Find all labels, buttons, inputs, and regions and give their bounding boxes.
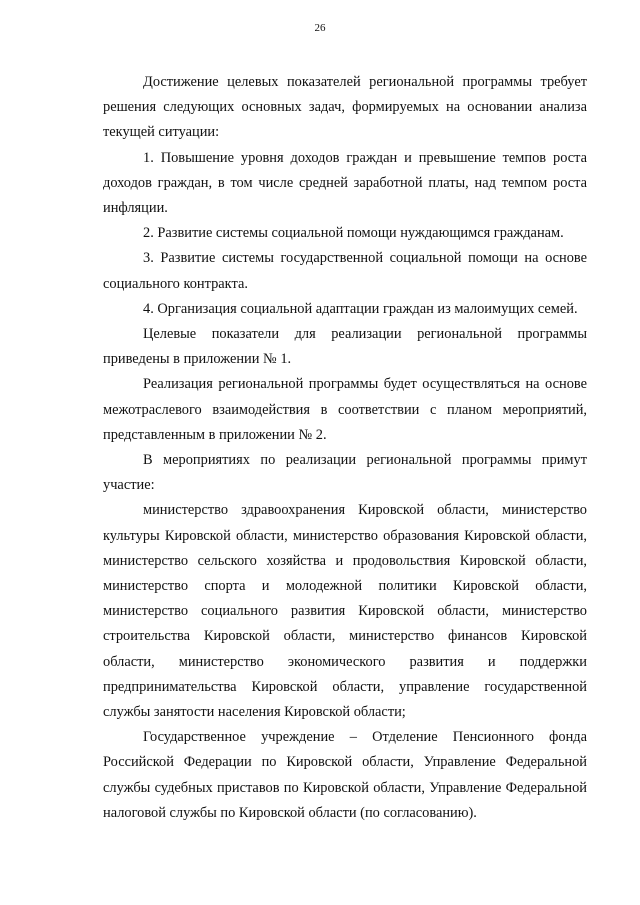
- paragraph-intro: Достижение целевых показателей региональной программы требует решения следующих основных задач, формируемых на основании анализа текущей ситуации:: [103, 74, 587, 141]
- paragraph-participants-intro: В мероприятиях по реализации региональной программы примут участие:: [103, 452, 587, 494]
- paragraph-target-indicators: Целевые показатели для реализации региональной программы приведены в приложении № 1.: [103, 326, 587, 368]
- page-number: 26: [314, 22, 326, 34]
- paragraph-task-4: 4. Организация социальной адаптации граждан из малоимущих семей.: [143, 300, 578, 317]
- paragraph-task-2: 2. Развитие системы социальной помощи нуждающимся гражданам.: [143, 225, 564, 242]
- document-body: [103, 70, 587, 826]
- paragraph-federal-agencies: Государственное учреждение – Отделение Пенсионного фонда Российской Федерации по Кировской области, Управление Федеральной службы судебных приставов по Кировской области, Управление Федеральной налоговой службы по Кировской области (по согласованию).: [103, 729, 587, 821]
- paragraph-task-3: 3. Развитие системы государственной социальной помощи на основе социального контракта.: [103, 250, 587, 292]
- paragraph-implementation: Реализация региональной программы будет осуществляться на основе межотраслевого взаимодействия в соответствии с планом мероприятий, представленным в приложении № 2.: [103, 376, 587, 443]
- paragraph-ministries: министерство здравоохранения Кировской области, министерство культуры Кировской области, министерство образования Кировской области, министерство сельского хозяйства и продовольствия Кировской области, министерство спорта и молодежной политики Кировской области, министерство социального развития Кировской области, министерство строительства Кировской области, министерство финансов Кировской области, министерство экономического развития и поддержки предпринимательства Кировской области, управление государственной службы занятости населения Кировской области;: [103, 502, 587, 721]
- paragraph-task-1: 1. Повышение уровня доходов граждан и превышение темпов роста доходов граждан, в том числе средней заработной платы, над темпом роста инфляции.: [103, 149, 587, 217]
